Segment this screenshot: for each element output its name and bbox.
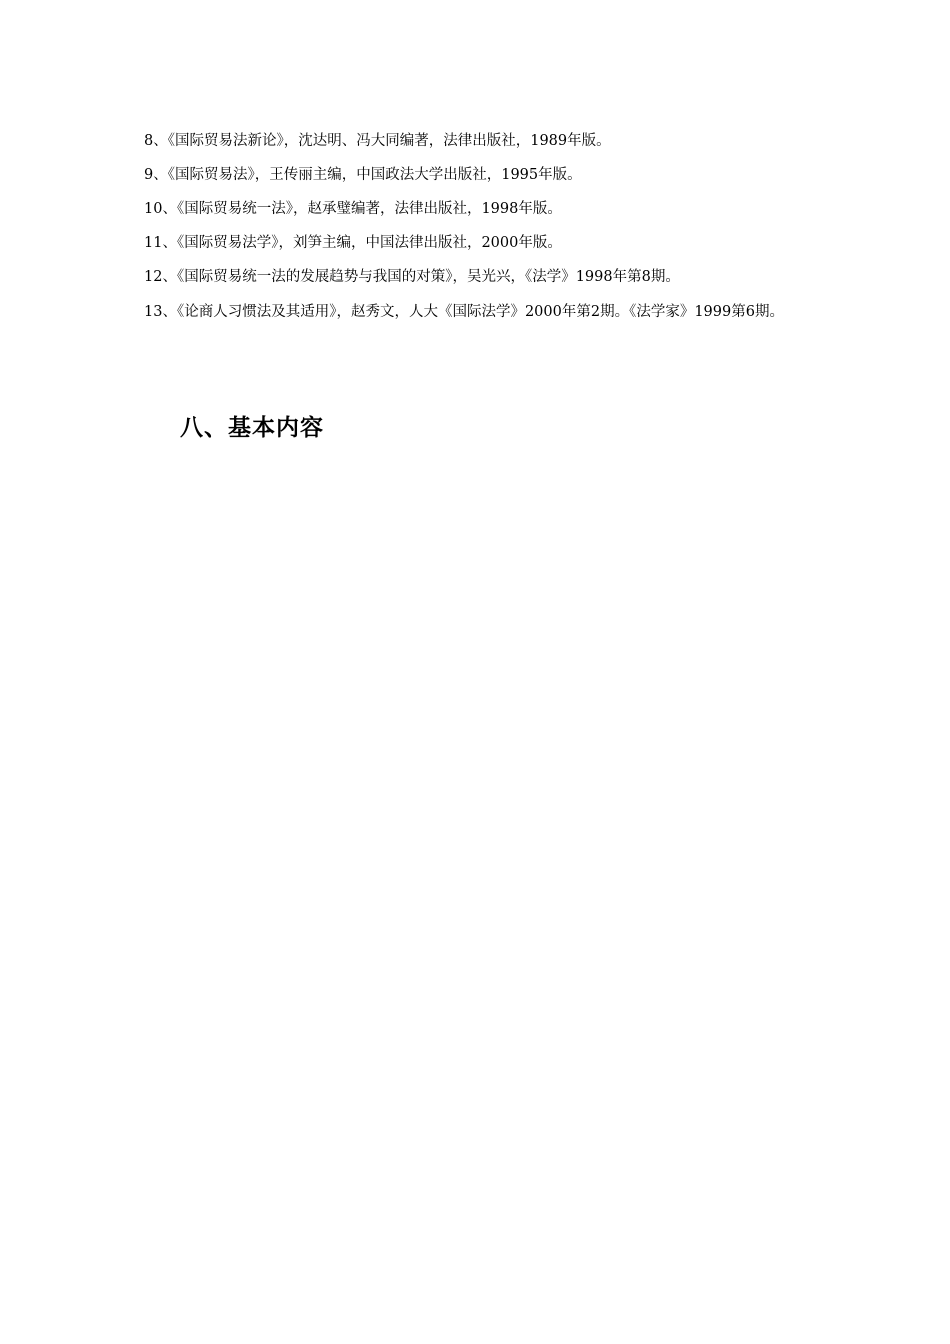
reference-item-13: 13、《论商人习惯法及其适用》，赵秀文，人大《国际法学》2000年第2期。《法学家》1999第6期。: [144, 304, 784, 320]
reference-item-10: 10、《国际贸易统一法》，赵承璧编著，法律出版社，1998年版。: [144, 201, 562, 217]
reference-item-12: 12、《国际贸易统一法的发展趋势与我国的对策》，吴光兴，《法学》1998年第8期。: [144, 269, 680, 285]
reference-item-8: 8、《国际贸易法新论》，沈达明、冯大同编著，法律出版社，1989年版。: [144, 133, 611, 149]
reference-item-9: 9、《国际贸易法》，王传丽主编，中国政法大学出版社，1995年版。: [144, 167, 582, 183]
reference-item-11: 11、《国际贸易法学》，刘笋主编，中国法律出版社，2000年版。: [144, 235, 562, 251]
reference-list: [144, 124, 814, 330]
section-heading: 八、基本内容: [180, 414, 324, 441]
